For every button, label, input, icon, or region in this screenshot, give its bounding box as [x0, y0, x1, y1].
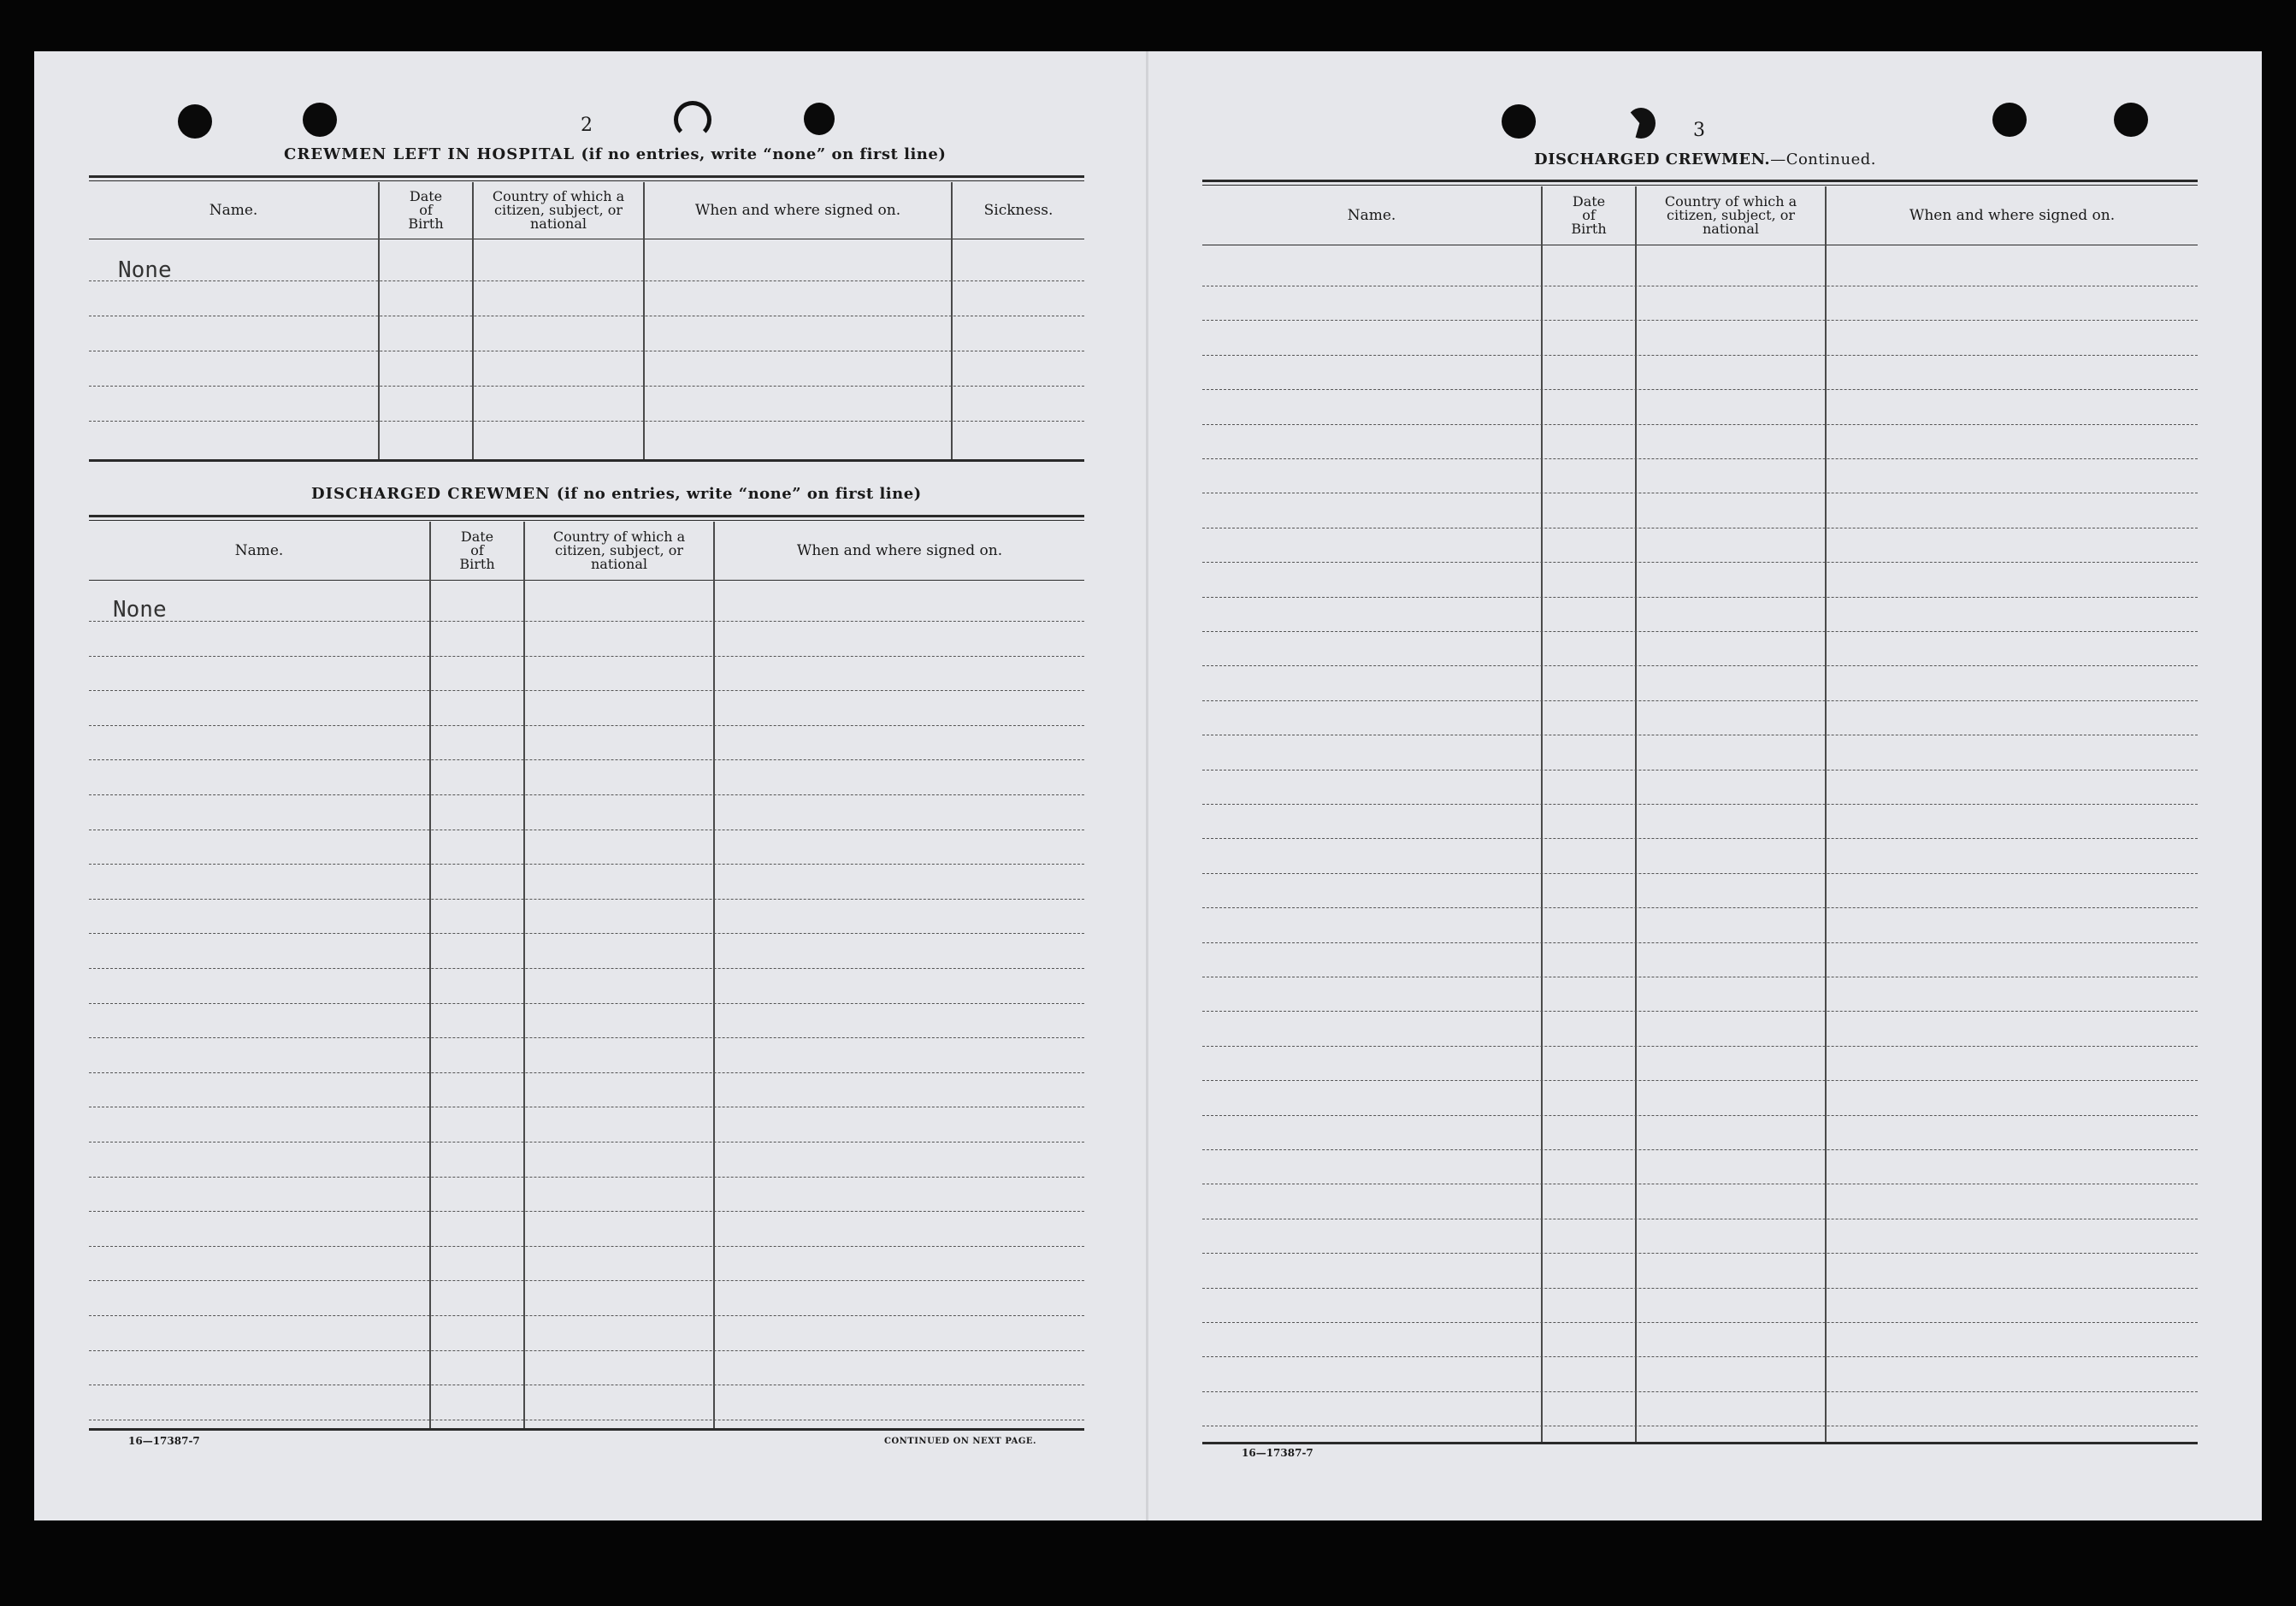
entry-line	[1202, 458, 2198, 459]
column-header-name: Name.	[1347, 206, 1396, 224]
entry-line	[89, 725, 1084, 726]
entry-line	[89, 1037, 1084, 1038]
entry-line	[89, 656, 1084, 657]
entry-line	[89, 1246, 1084, 1247]
column-header-date-of-birth: Date of Birth	[459, 528, 495, 572]
entry-line	[89, 421, 1084, 422]
entry-line	[89, 690, 1084, 691]
column-header-signed-on: When and where signed on.	[796, 541, 1003, 559]
entry-line	[1202, 597, 2198, 598]
punch-hole	[1502, 104, 1536, 139]
entry-line	[89, 1177, 1084, 1178]
entry-line	[1202, 1080, 2198, 1081]
hospital-section-title: CREWMEN LEFT IN HOSPITAL (if no entries, write “none” on first line)	[284, 145, 947, 163]
punch-hole	[1992, 103, 2027, 137]
column-header-name: Name.	[234, 541, 284, 559]
entry-line	[89, 1072, 1084, 1073]
entry-line	[1202, 424, 2198, 425]
entry-line	[89, 864, 1084, 865]
entry-line	[1202, 1011, 2198, 1012]
punch-hole	[2114, 103, 2148, 137]
continued-note: CONTINUED ON NEXT PAGE.	[884, 1437, 1037, 1446]
discharged-continued-table	[1202, 180, 2198, 1445]
entry-line	[89, 1350, 1084, 1351]
page-fold	[1146, 51, 1148, 1520]
page-number: 3	[1693, 120, 1705, 141]
discharged-section-title: DISCHARGED CREWMEN (if no entries, write “none” on first line)	[311, 485, 922, 503]
entry-line	[1202, 907, 2198, 908]
column-header-date-of-birth: Date of Birth	[1571, 193, 1607, 237]
entry-line	[89, 1315, 1084, 1316]
punch-hole	[178, 104, 212, 139]
column-header-signed-on: When and where signed on.	[1909, 206, 2116, 224]
entry-line	[1202, 1149, 2198, 1150]
entry-line	[1202, 355, 2198, 356]
entry-line	[1202, 562, 2198, 563]
entry-line	[89, 621, 1084, 622]
entry-line	[1202, 320, 2198, 321]
discharged-continued-title: DISCHARGED CREWMEN.—Continued.	[1534, 151, 1876, 168]
handwritten-entry: None	[118, 257, 172, 283]
entry-line	[89, 280, 1084, 281]
entry-line	[1202, 1356, 2198, 1357]
entry-line	[1202, 873, 2198, 874]
entry-line	[89, 1280, 1084, 1281]
punch-hole	[804, 103, 835, 135]
hospital-table	[89, 175, 1084, 463]
column-header-date-of-birth: Date of Birth	[408, 188, 444, 232]
entry-line	[1202, 631, 2198, 632]
entry-line	[1202, 700, 2198, 701]
column-header-sickness: Sickness.	[983, 201, 1054, 219]
handwritten-entry: None	[113, 597, 167, 623]
column-header-country: Country of which a citizen, subject, or national	[552, 528, 686, 572]
page-number: 2	[581, 115, 593, 136]
entry-line	[89, 386, 1084, 387]
entry-line	[89, 1003, 1084, 1004]
form-code: 16—17387-7	[128, 1435, 200, 1447]
column-header-country: Country of which a citizen, subject, or national	[492, 188, 625, 232]
discharged-table	[89, 515, 1084, 1435]
entry-line	[1202, 389, 2198, 390]
entry-line	[1202, 942, 2198, 943]
torn-hole	[674, 101, 711, 139]
form-code: 16—17387-7	[1242, 1447, 1313, 1459]
entry-line	[1202, 665, 2198, 666]
column-header-country: Country of which a citizen, subject, or national	[1664, 193, 1797, 237]
entry-line	[1202, 1288, 2198, 1289]
entry-line	[89, 968, 1084, 969]
entry-line	[89, 1142, 1084, 1143]
entry-line	[1202, 1391, 2198, 1392]
entry-line	[89, 794, 1084, 795]
entry-line	[89, 899, 1084, 900]
entry-line	[89, 759, 1084, 760]
entry-line	[1202, 1322, 2198, 1323]
entry-line	[1202, 1115, 2198, 1116]
entry-line	[1202, 838, 2198, 839]
column-header-name: Name.	[209, 201, 258, 219]
entry-line	[89, 933, 1084, 934]
entry-line	[89, 1211, 1084, 1212]
entry-line	[1202, 1046, 2198, 1047]
entry-line	[1202, 1253, 2198, 1254]
column-header-signed-on: When and where signed on.	[694, 201, 901, 219]
entry-line	[1202, 804, 2198, 805]
entry-line	[1202, 770, 2198, 771]
punch-hole	[303, 103, 337, 137]
